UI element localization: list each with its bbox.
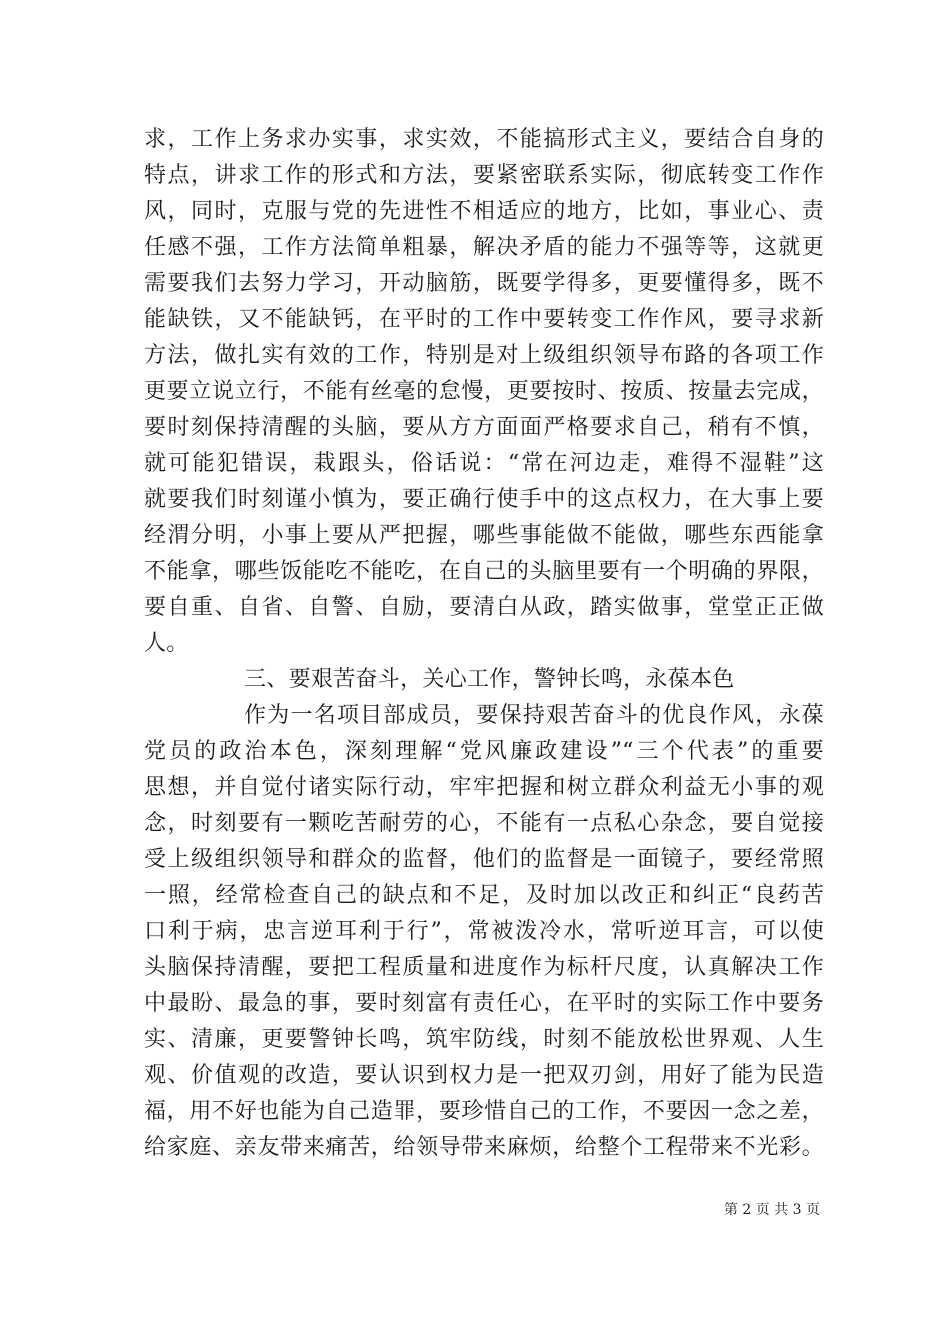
paragraph-line: 头脑保持清醒，要把工程质量和进度作为标杆尺度，认真解决工作 — [144, 955, 824, 980]
paragraph-line: 人。 — [144, 631, 189, 656]
page-number: 第 2 页 共 3 页 — [723, 1202, 820, 1218]
paragraph-line: 要时刻保持清醒的头脑，要从方方面面严格要求自己，稍有不慎， — [144, 415, 824, 440]
paragraph-line: 作为一名项目部成员，要保持艰苦奋斗的优良作风，永葆 — [244, 703, 824, 728]
paragraph-line: 特点，讲求工作的形式和方法，要紧密联系实际，彻底转变工作作 — [144, 163, 824, 188]
paragraph-line: 念，时刻要有一颗吃苦耐劳的心，不能有一点私心杂念，要自觉接 — [144, 811, 824, 836]
paragraph-line: 风，同时，克服与党的先进性不相适应的地方，比如，事业心、责 — [144, 199, 824, 224]
paragraph-line: 要自重、自省、自警、自励，要清白从政，踏实做事，堂堂正正做 — [144, 595, 824, 620]
paragraph-line: 口利于病，忠言逆耳利于行”，常被泼冷水，常听逆耳言，可以使 — [144, 919, 824, 944]
section-heading: 三、要艰苦奋斗，关心工作，警钟长鸣，永葆本色 — [244, 667, 735, 692]
paragraph-line: 福，用不好也能为自己造罪，要珍惜自己的工作，不要因一念之差， — [144, 1099, 824, 1124]
paragraph-line: 党员的政治本色，深刻理解“党风廉政建设”“三个代表”的重要 — [144, 739, 824, 764]
paragraph-line: 不能拿，哪些饭能吃不能吃，在自己的头脑里要有一个明确的界限， — [144, 559, 824, 584]
paragraph-line: 需要我们去努力学习，开动脑筋，既要学得多，更要懂得多，既不 — [144, 271, 824, 296]
paragraph-line: 一照，经常检查自己的缺点和不足，及时加以改正和纠正“良药苦 — [144, 883, 824, 908]
paragraph-line: 经渭分明，小事上要从严把握，哪些事能做不能做，哪些东西能拿 — [144, 523, 824, 548]
paragraph-line: 更要立说立行，不能有丝毫的怠慢，更要按时、按质、按量去完成， — [144, 379, 824, 404]
paragraph-line: 中最盼、最急的事，要时刻富有责任心，在平时的实际工作中要务 — [144, 991, 824, 1016]
paragraph-line: 求，工作上务求办实事，求实效，不能搞形式主义，要结合自身的 — [144, 127, 824, 152]
paragraph-line: 能缺铁，又不能缺钙，在平时的工作中要转变工作作风，要寻求新 — [144, 307, 824, 332]
paragraph-line: 就可能犯错误，栽跟头，俗话说：“常在河边走，难得不湿鞋”这 — [144, 451, 824, 476]
paragraph-line: 思想，并自觉付诸实际行动，牢牢把握和树立群众利益无小事的观 — [144, 775, 824, 800]
paragraph-line: 方法，做扎实有效的工作，特别是对上级组织领导布路的各项工作 — [144, 343, 824, 368]
paragraph-line: 受上级组织领导和群众的监督，他们的监督是一面镜子，要经常照 — [144, 847, 824, 872]
paragraph-line: 实、清廉，更要警钟长鸣，筑牢防线，时刻不能放松世界观、人生 — [144, 1027, 824, 1052]
paragraph-line: 给家庭、亲友带来痛苦，给领导带来麻烦，给整个工程带来不光彩。 — [144, 1135, 824, 1160]
paragraph-line: 就要我们时刻谨小慎为，要正确行使手中的这点权力，在大事上要 — [144, 487, 824, 512]
paragraph-line: 观、价值观的改造，要认识到权力是一把双刃剑，用好了能为民造 — [144, 1063, 824, 1088]
paragraph-line: 任感不强，工作方法简单粗暴，解决矛盾的能力不强等等，这就更 — [144, 235, 824, 260]
